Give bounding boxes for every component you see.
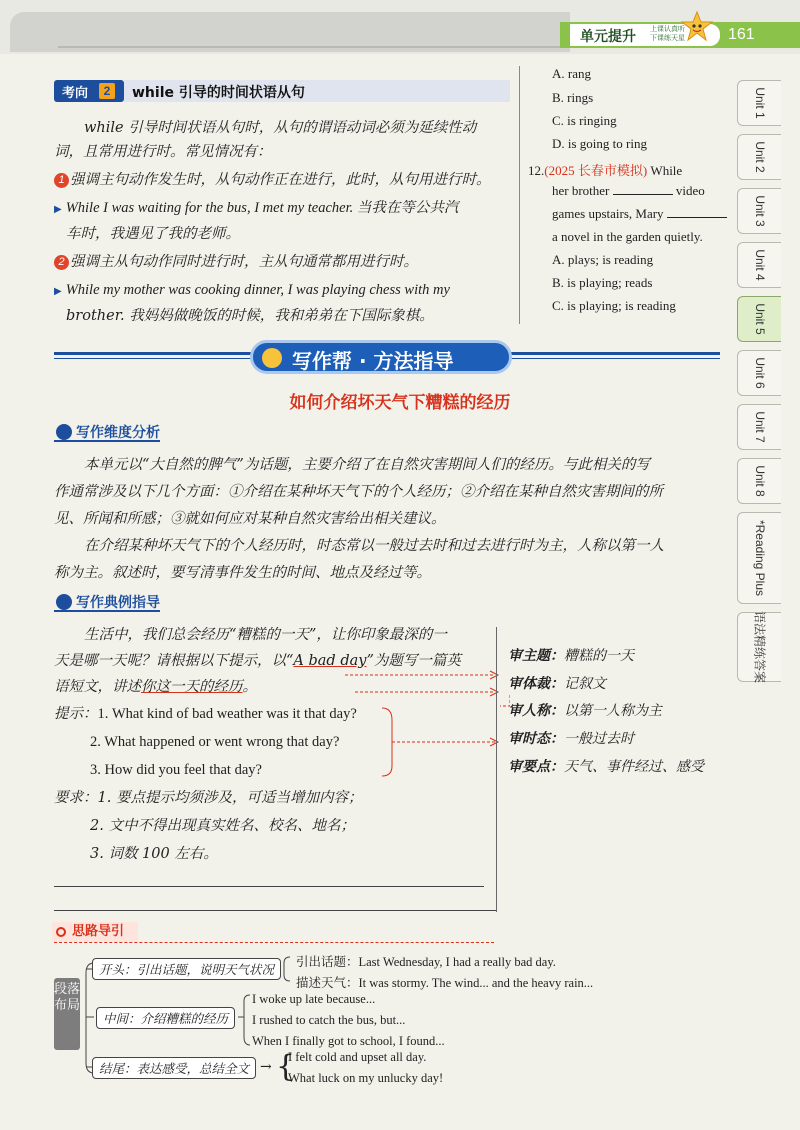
swirl-icon [56, 424, 72, 440]
point-1: 1 强调主句动作发生时，从句动作正在进行，此时，从句用进行时。 [54, 168, 516, 192]
q11-option-b: B. rings [552, 90, 594, 105]
dimension-text: 本单元以“大自然的脾气”为话题，主要介绍了在自然灾害期间人们的经历。与此相关的写 作通常涉及以下几个方面：①介绍在某种坏天气下的个人经历；②介绍在某种自然灾害期间的所 见、所闻和所感；③就如何应对某种自然灾害给出相关建议。 在介绍某种坏天气下的个人经历时，时态常以一般过去时和过去进行时为主，人称以第一人 称为主。叙述时，要写清事件发生的时间、地点及经过等。 [54, 457, 664, 581]
arrow-right-icon: → [260, 1059, 272, 1075]
lightbulb-icon [262, 348, 282, 368]
tab-label: Unit 6 [752, 357, 767, 389]
guide-rule [54, 942, 494, 943]
exam-genre: 审体裁：记叙文 [508, 676, 606, 692]
guide-middle-node: 中间：介绍糟糕的经历 [96, 1007, 235, 1029]
q12-option-c: C. is playing; is reading [552, 298, 676, 313]
header-slogan: 上课认真听 下课练天星 [650, 25, 685, 42]
star-mascot-icon [680, 10, 714, 44]
point-number: 1 [54, 173, 69, 188]
tab-unit-5[interactable] [737, 296, 781, 342]
tab-unit-8[interactable] [737, 458, 781, 504]
topic-highlight: A bad day [293, 653, 367, 669]
guide-end-node: 结尾：表达感受，总结全文 [92, 1057, 256, 1079]
task-divider [496, 627, 497, 912]
q12-stem-line3: games upstairs, Mary [552, 206, 727, 222]
q12-stem-line4: a novel in the garden quietly. [552, 229, 703, 244]
brace-icon: { [276, 1049, 296, 1084]
tab-label: Unit 2 [752, 141, 767, 173]
header-title: 单元提升 [580, 29, 636, 45]
guide-start-b: 描述天气：It was stormy. The wind... and the heavy rain... [296, 976, 594, 990]
section-badge-label: 考向 [62, 86, 89, 101]
tab-label: Unit 7 [752, 411, 767, 443]
exam-tense: 审时态：一般过去时 [508, 731, 634, 747]
key-highlight: 你这一天的经历 [141, 679, 243, 695]
triangle-bullet-icon: ▶ [54, 204, 62, 215]
tab-label: Unit 1 [752, 87, 767, 119]
writing-subtitle: 如何介绍坏天气下糟糕的经历 [289, 393, 511, 413]
dimension-heading: 写作维度分析 [54, 422, 160, 442]
q12-stem-line2: her brother video [552, 183, 705, 198]
tab-label: *Reading Plus [752, 519, 767, 597]
tab-语法精练答案[interactable] [737, 612, 781, 682]
tab-unit-4[interactable] [737, 242, 781, 288]
hints: 提示：1. What kind of bad weather was it that day? 2. What happened or went wrong that day? 3. How did you feel that day? [54, 706, 357, 778]
guide-end-2: What luck on my unlucky day! [288, 1071, 444, 1085]
answer-blank [667, 217, 727, 218]
exam-connectors [300, 640, 510, 780]
requirements: 要求：1. 要点提示均须涉及，可适当增加内容； 2. 文中不得出现真实姓名、校名、地名； 3. 词数 100 左右。 [54, 790, 363, 862]
answer-blank [613, 194, 673, 195]
tab-label: Unit 5 [752, 303, 767, 335]
writing-line [54, 886, 484, 887]
writing-banner-title: 写作帮 · 方法指导 [292, 349, 454, 373]
task-prompt: 生活中，我们总会经历“糟糕的一天”，让你印象最深的一 天是哪一天呢？请根据以下提示，以“A bad day”为题写一篇英 语短文，讲述你这一天的经历。 [54, 627, 461, 695]
column-divider [519, 66, 520, 324]
q12-option-a: A. plays; is reading [552, 252, 654, 267]
writing-line [54, 910, 496, 911]
target-icon [56, 927, 66, 937]
guide-start-a: 引出话题：Last Wednesday, I had a really bad day. [296, 955, 556, 969]
q12-stem-line1: 12.(2025 长春市模拟) While [528, 163, 683, 178]
q11-option-d: D. is going to ring [552, 136, 647, 151]
tab-unit-2[interactable] [737, 134, 781, 180]
page-number: 161 [728, 26, 755, 43]
swirl-icon [56, 594, 72, 610]
example-heading: 写作典例指导 [54, 592, 160, 612]
q11-option-a: A. rang [552, 66, 591, 81]
guide-middle-3: When I finally got to school, I found... [252, 1034, 445, 1048]
tab-label: Unit 4 [752, 249, 767, 281]
tab-label: 语法精练答案 [752, 610, 766, 684]
guide-end-1: I felt cold and upset all day. [288, 1050, 427, 1064]
point-number: 2 [54, 255, 69, 270]
q12-option-b: B. is playing; reads [552, 275, 653, 290]
section-intro: while 引导时间状语从句时，从句的谓语动词必须为延续性动 词，且常用进行时。常见情况有： 1 强调主句动作发生时，从句动作正在进行，此时，从句用进行时。 ▶ While I was waiting for the bus, I met my teacher. 当我在等公共汽 车时，我遇见了我的老师。 2 强调主从句动作同时进行时，主从句通常都用进行时。 ▶ While my mother was cooking dinner, I was playing chess with my brother. 我妈妈做晚饭的时候，我和弟弟在下国际象棋。 [54, 116, 516, 328]
paragraph-layout-label: 段落布局 [54, 978, 80, 1050]
q11-option-c: C. is ringing [552, 113, 617, 128]
guide-middle-1: I woke up late because... [252, 992, 376, 1006]
tab-label: Unit 3 [752, 195, 767, 227]
tab-unit-1[interactable] [737, 80, 781, 126]
tab-reading-plus[interactable] [737, 512, 781, 604]
exam-points: 审要点：天气、事件经过、感受 [508, 759, 704, 775]
guide-start-node: 开头：引出话题，说明天气状况 [92, 958, 281, 980]
exam-person: 审人称：以第一人称为主 [508, 703, 662, 719]
example-1: ▶ While I was waiting for the bus, I met my teacher. 当我在等公共汽 [54, 200, 459, 216]
section-badge-number: 2 [99, 83, 115, 99]
triangle-bullet-icon: ▶ [54, 286, 62, 297]
section-title: while 引导的时间状语从句 [132, 85, 305, 101]
example-2: ▶ While my mother was cooking dinner, I was playing chess with my [54, 282, 450, 298]
guide-middle-2: I rushed to catch the bus, but... [252, 1013, 406, 1027]
tab-unit-3[interactable] [737, 188, 781, 234]
exam-topic: 审主题：糟糕的一天 [508, 648, 634, 664]
guide-heading: 思路导引 [52, 922, 138, 942]
tab-label: Unit 8 [752, 465, 767, 497]
point-2: 2 强调主从句动作同时进行时，主从句通常都用进行时。 [54, 250, 516, 274]
